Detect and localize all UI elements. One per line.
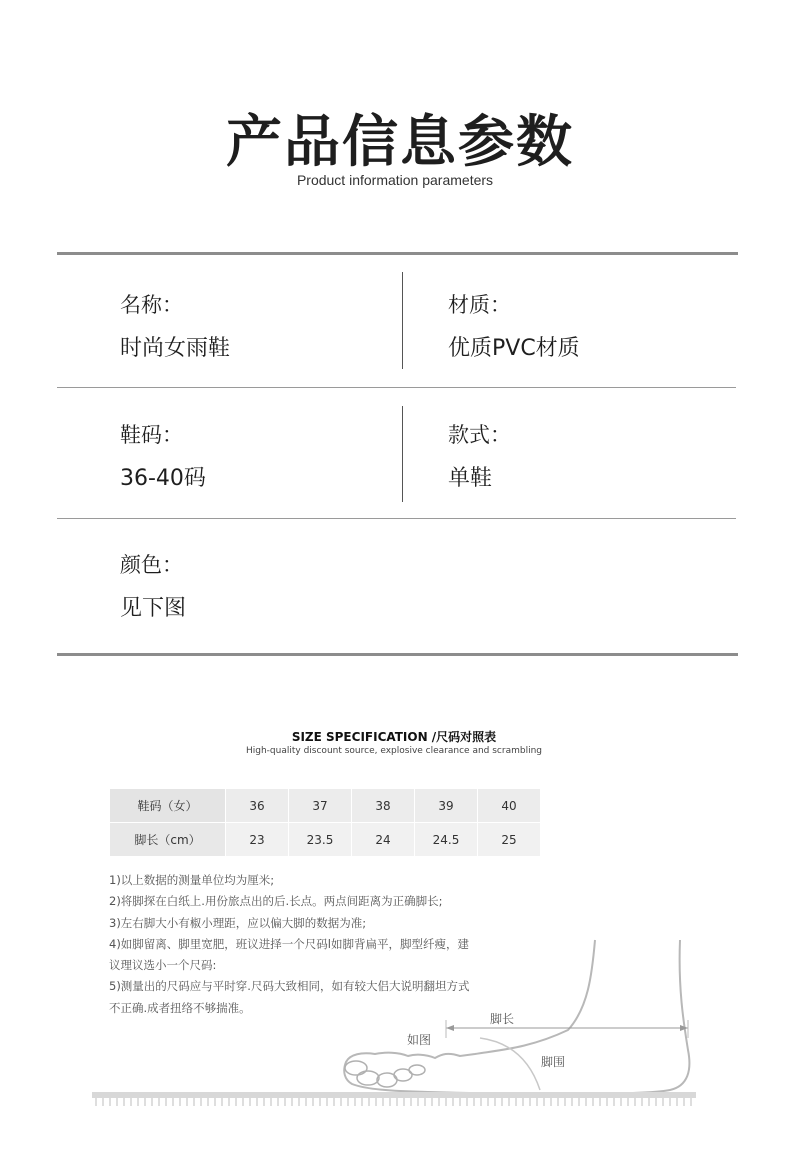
- color-label: 颜色：: [120, 553, 183, 577]
- note-line: 5)测量出的尺码应与平时穿.尺码大致相同，如有较大侣大说明翻坦方式: [109, 979, 470, 994]
- spec-title: SIZE SPECIFICATION /尺码对照表: [291, 730, 497, 744]
- shoe-size-cell: 38: [352, 789, 415, 823]
- foot-length-cell: 23.5: [289, 823, 352, 857]
- name-label: 名称：: [120, 293, 183, 317]
- section-top-rule: [57, 252, 738, 255]
- note-line: 2)将脚探在白纸上.用份旅点出的后.长点。两点间距离为正确脚长;: [109, 894, 443, 909]
- shoe-size-cell: 37: [289, 789, 352, 823]
- row-divider: [57, 518, 736, 519]
- color-value: 见下图: [120, 596, 187, 621]
- foot-length-label: 脚长: [490, 1012, 515, 1026]
- table-row: [110, 823, 541, 857]
- shoe-size-cell: 39: [415, 789, 478, 823]
- style-value: 单鞋: [448, 466, 493, 491]
- name-value: 时尚女雨鞋: [120, 336, 231, 361]
- note-line: 议理议选小一个尺码:: [109, 958, 217, 973]
- style-label: 款式：: [448, 423, 511, 447]
- material-value: 优质PVC材质: [448, 336, 580, 361]
- note-line: 4)如脚留离、脚里宽肥，班议进择一个尺码l如脚背扁平，脚型纤瘦，建: [109, 936, 469, 951]
- size-value: 36-40码: [120, 466, 206, 491]
- column-divider: [402, 272, 403, 369]
- page-subtitle: Product information parameters: [296, 172, 494, 188]
- note-line: 不正确.成者扭络不够揣准。: [109, 1000, 251, 1015]
- example-label: 如图: [407, 1033, 432, 1047]
- foot-length-header: 脚长（cm）: [110, 823, 226, 857]
- note-line: 1)以上数据的测量单位均为厘米;: [109, 873, 275, 887]
- note-line: 3)左右脚大小有椒小理距，应以偏大脚的数据为准;: [109, 915, 367, 930]
- ground-hatch: [96, 1098, 691, 1106]
- foot-length-cell: 25: [478, 823, 541, 857]
- foot-length-cell: 23: [226, 823, 289, 857]
- shoe-size-cell: 40: [478, 789, 541, 823]
- foot-length-cell: 24: [352, 823, 415, 857]
- page-title: 产品信息参数: [226, 110, 574, 175]
- size-chart-table: [109, 788, 541, 857]
- spec-subtitle: High-quality discount source, explosive clearance and scrambling: [246, 746, 542, 756]
- table-row: [110, 789, 541, 823]
- foot-measure-illustration: [90, 930, 710, 1110]
- material-label: 材质：: [448, 293, 511, 317]
- column-divider: [402, 406, 403, 502]
- row-divider: [57, 387, 736, 388]
- foot-length-cell: 24.5: [415, 823, 478, 857]
- shoe-size-cell: 36: [226, 789, 289, 823]
- size-label: 鞋码：: [120, 423, 183, 447]
- foot-girth-label: 脚围: [541, 1055, 566, 1069]
- shoe-size-header: 鞋码（女）: [110, 789, 226, 823]
- section-bottom-rule: [57, 653, 738, 656]
